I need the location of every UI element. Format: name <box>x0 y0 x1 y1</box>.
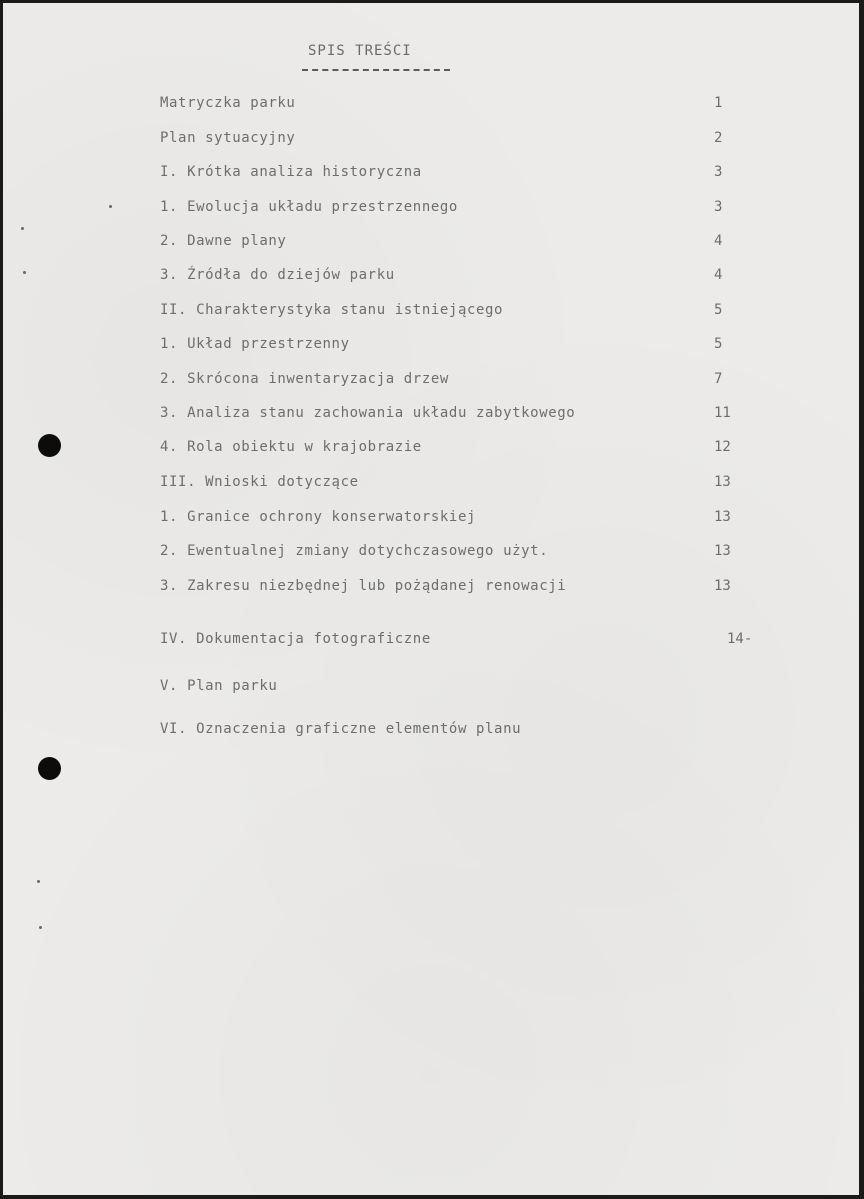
toc-entry <box>3 543 859 565</box>
speck-mark <box>21 227 24 230</box>
toc-entry <box>3 721 859 743</box>
toc-entry-label: 1. Ewolucja układu przestrzennego <box>160 199 458 215</box>
toc-entry <box>3 95 859 117</box>
toc-entry-page: 5 <box>714 336 723 352</box>
speck-mark <box>23 271 26 274</box>
toc-entry-page: 11 <box>714 405 731 421</box>
toc-entry-page: 13 <box>714 578 731 594</box>
punch-hole-upper <box>38 434 61 457</box>
toc-entry-page: 12 <box>714 439 731 455</box>
toc-entry-label: 3. Zakresu niezbędnej lub pożądanej renowacji <box>160 578 567 594</box>
toc-entry-page: 14- <box>727 631 753 647</box>
toc-entry-label: 2. Skrócona inwentaryzacja drzew <box>160 371 449 387</box>
toc-entry-label: II. Charakterystyka stanu istniejącego <box>160 302 504 318</box>
toc-entry-label: I. Krótka analiza historyczna <box>160 164 422 180</box>
toc-entry-page: 5 <box>714 302 723 318</box>
toc-entry-page: 13 <box>714 543 731 559</box>
toc-entry <box>3 371 859 393</box>
toc-entry-label: 1. Granice ochrony konserwatorskiej <box>160 509 477 525</box>
toc-entry-page: 1 <box>714 95 723 111</box>
toc-entry-label: VI. Oznaczenia graficzne elementów planu <box>160 721 522 737</box>
toc-entry <box>3 631 859 653</box>
toc-entry-page: 3 <box>714 164 723 180</box>
toc-entry-label: 4. Rola obiektu w krajobrazie <box>160 439 422 455</box>
toc-entry <box>3 474 859 496</box>
toc-entry <box>3 336 859 358</box>
toc-entry-label: Plan sytuacyjny <box>160 130 296 146</box>
toc-entry <box>3 578 859 600</box>
toc-entry-page: 2 <box>714 130 723 146</box>
toc-entry <box>3 509 859 531</box>
toc-entry <box>3 130 859 152</box>
toc-entry-label: 3. Źródła do dziejów parku <box>160 267 395 283</box>
toc-entry <box>3 439 859 461</box>
toc-entry <box>3 199 859 221</box>
toc-entry-page: 7 <box>714 371 723 387</box>
toc-entry-label: 3. Analiza stanu zachowania układu zabytkowego <box>160 405 576 421</box>
toc-entry-page: 3 <box>714 199 723 215</box>
speck-mark <box>109 205 112 208</box>
toc-entry <box>3 302 859 324</box>
toc-entry <box>3 233 859 255</box>
toc-entry-label: V. Plan parku <box>160 678 278 694</box>
toc-entry-label: 2. Ewentualnej zmiany dotychczasowego użyt. <box>160 543 549 559</box>
toc-entry <box>3 164 859 186</box>
toc-entry-page: 13 <box>714 509 731 525</box>
toc-entry-label: Matryczka parku <box>160 95 296 111</box>
toc-entry-page: 4 <box>714 233 723 249</box>
page-title: SPIS TREŚCI <box>308 43 412 59</box>
toc-entry-label: III. Wnioski dotyczące <box>160 474 359 490</box>
toc-entry-label: 2. Dawne plany <box>160 233 287 249</box>
speck-mark <box>37 880 40 883</box>
toc-entry <box>3 678 859 700</box>
toc-entry-page: 4 <box>714 267 723 283</box>
toc-entry-label: IV. Dokumentacja fotograficzne <box>160 631 431 647</box>
punch-hole-lower <box>38 757 61 780</box>
document-page <box>3 3 859 1195</box>
speck-mark <box>39 926 42 929</box>
title-underline <box>302 69 450 71</box>
toc-entry-page: 13 <box>714 474 731 490</box>
toc-entry <box>3 267 859 289</box>
toc-entry-label: 1. Układ przestrzenny <box>160 336 350 352</box>
toc-entry <box>3 405 859 427</box>
